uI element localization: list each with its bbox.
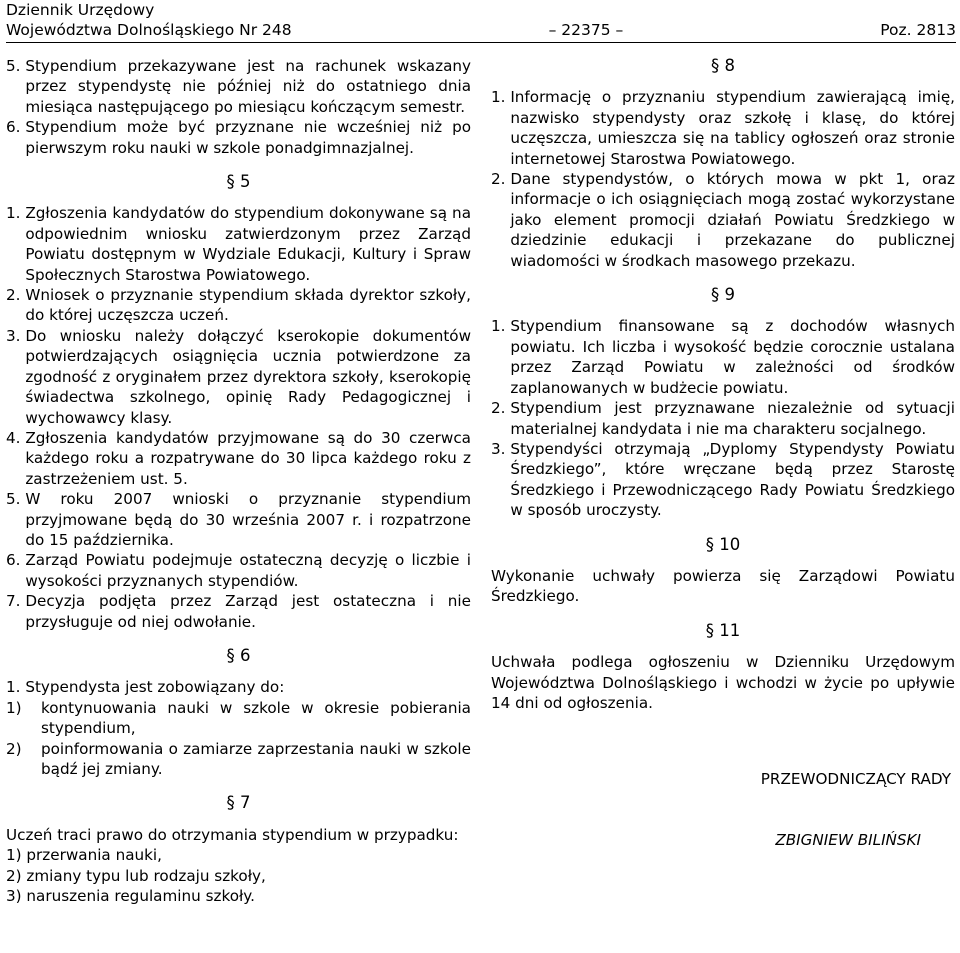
left-column xyxy=(6,56,471,906)
list-item: 1) przerwania nauki, xyxy=(6,846,162,865)
list-item: 1. Stypendysta jest zobowiązany do: xyxy=(6,678,285,697)
position-number: Poz. 2813 xyxy=(880,21,956,39)
list-item: 4. Zgłoszenia kandydatów przyjmowane są do 30 czerwca każdego roku a rozpatrywane do 30 lipca każdego roku z zastrzeżeniem ust. 5. xyxy=(6,428,471,488)
list-item: 2. Stypendium jest przyznawane niezależnie od sytuacji materialnej kandydata i nie ma charakteru socjalnego. xyxy=(491,399,955,438)
list-item: 3. Stypendyści otrzymają „Dyplomy Stypendysty Powiatu Średzkiego”, które wręczane będą przez Starostę Średzkiego i Przewodniczącego Rady Powiatu Średzkiego w sposób uroczysty. xyxy=(491,439,955,520)
right-column xyxy=(491,56,955,850)
list-item: 7. Decyzja podjęta przez Zarząd jest ostateczna i nie przysługuje od niej odwołanie. xyxy=(6,592,471,631)
page-header xyxy=(6,0,956,44)
journal-title: Dziennik Urzędowy xyxy=(6,1,155,19)
sub-list-item: 2) poinformowania o zamiarze zaprzestania nauki w szkole bądź jej zmiany. xyxy=(6,739,471,778)
journal-subtitle: Województwa Dolnośląskiego Nr 248 xyxy=(6,21,292,39)
section-heading: § 9 xyxy=(711,285,735,305)
header-row xyxy=(6,20,956,40)
sub-list-item: 1) kontynuowania nauki w szkole w okresie pobierania stypendium, xyxy=(6,698,471,738)
section-heading: § 10 xyxy=(705,534,741,554)
list-item: 5. Stypendium przekazywane jest na rachunek wskazany przez stypendystę nie później niż do ostatniego dnia miesiąca następującego po miesiącu kończącym semestr. xyxy=(6,57,471,116)
section-heading: § 8 xyxy=(711,56,735,75)
section-heading: § 11 xyxy=(705,620,741,640)
list-item: 3. Do wniosku należy dołączyć kserokopie dokumentów potwierdzających osiągnięcia ucznia potwierdzone za zgodność z oryginałem przez dyrektora szkoły, kserokopię świadectwa szkolnego, opinię Rady Pedagogicznej i wychowawcy klasy. xyxy=(6,326,471,427)
paragraph: Uczeń traci prawo do otrzymania stypendium w przypadku: xyxy=(6,825,459,844)
signature-name: ZBIGNIEW BILIŃSKI xyxy=(775,830,921,849)
list-item: 6. Stypendium może być przyznane nie wcześniej niż po pierwszym roku nauki w szkole ponadgimnazjalnej. xyxy=(6,118,471,157)
list-item: 5. W roku 2007 wnioski o przyznanie stypendium przyjmowane będą do 30 września 2007 r. i rozpatrzone do 15 października. xyxy=(6,490,471,549)
section-heading: § 5 xyxy=(226,172,251,192)
paragraph: Uchwała podlega ogłoszeniu w Dzienniku Urzędowym Województwa Dolnośląskiego i wchodzi w życie po upływie 14 dni od ogłoszenia. xyxy=(491,653,955,712)
list-item: 2) zmiany typu lub rodzaju szkoły, xyxy=(6,866,266,885)
paragraph: Wykonanie uchwały powierza się Zarządowi Powiatu Średzkiego. xyxy=(491,566,955,606)
list-item: 1. Stypendium finansowane są z dochodów własnych powiatu. Ich liczba i wysokość będzie corocznie ustalana przez Zarząd Powiatu w zależności od środków zaplanowanych w budżecie powiatu. xyxy=(491,317,955,397)
list-item: 6. Zarząd Powiatu podejmuje ostateczną decyzję o liczbie i wysokości przyznanych stypendiów. xyxy=(6,551,471,590)
section-heading: § 7 xyxy=(226,793,251,813)
list-item: 2. Dane stypendystów, o których mowa w pkt 1, oraz informacje o ich osiągnięciach mogą zostać wykorzystane jako element promocji działań Powiatu Średzkiego w dziedzinie edukacji i przekazane do publicznej wiadomości w środkach masowego przekazu. xyxy=(491,170,955,270)
list-item: 1. Zgłoszenia kandydatów do stypendium dokonywane są na odpowiednim wniosku zatwierdzonym przez Zarząd Powiatu dostępnym w Wydziale Edukacji, Kultury i Spraw Społecznych Starostwa Powiatowego. xyxy=(6,204,471,284)
section-heading: § 6 xyxy=(226,645,251,665)
list-item: 3) naruszenia regulaminu szkoły. xyxy=(6,887,255,906)
list-item: 1. Informację o przyznaniu stypendium zawierającą imię, nazwisko stypendysty oraz szkołę i klasę, do której uczęszcza, umieszcza się na tablicy ogłoszeń oraz stronie internetowej Starostwa Powiatowego. xyxy=(491,88,955,168)
list-item: 2. Wniosek o przyznanie stypendium składa dyrektor szkoły, do której uczęszcza uczeń. xyxy=(6,286,471,325)
signature-title: PRZEWODNICZĄCY RADY xyxy=(760,770,951,789)
header-rule xyxy=(6,42,956,43)
page-number: – 22375 – xyxy=(548,21,624,39)
